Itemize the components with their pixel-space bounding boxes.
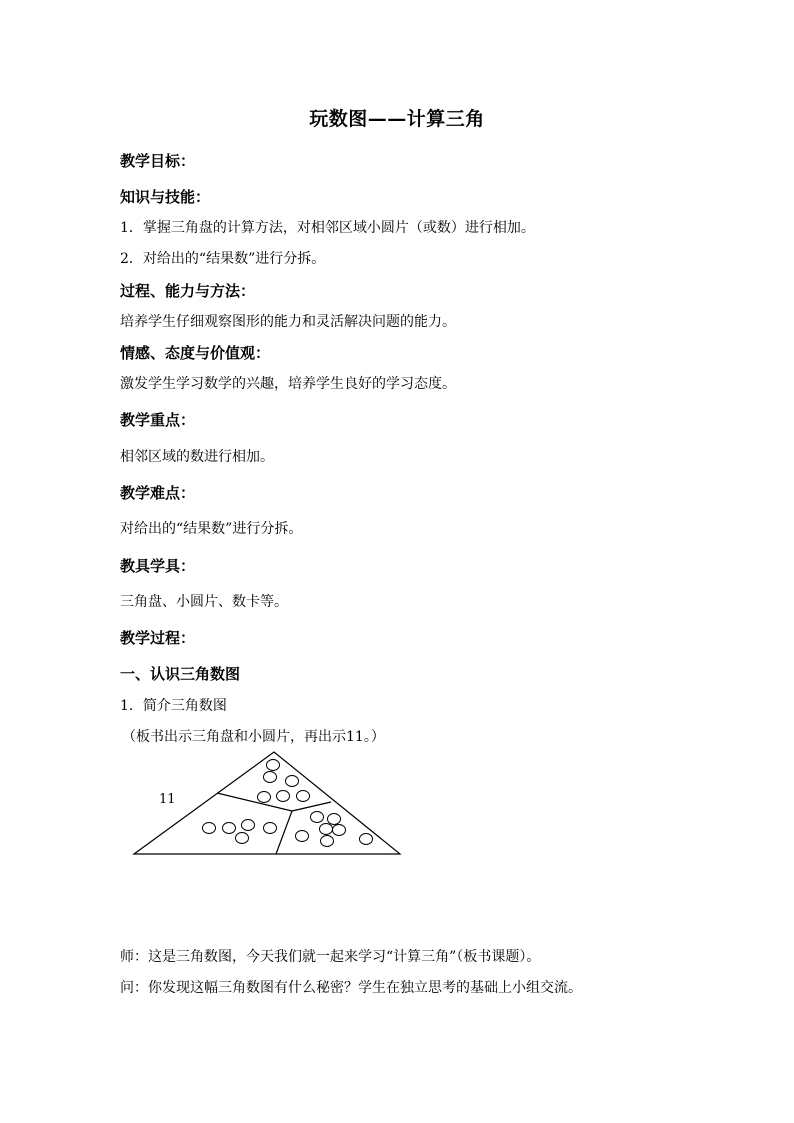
counter-circle [267, 760, 280, 771]
counter-circle [264, 823, 277, 834]
counter-circle [333, 825, 346, 836]
tools-text: 三角盘、小圆片、数卡等。 [120, 594, 288, 610]
step1-text: 1．简介三角数图 [120, 698, 227, 714]
triangle-diagram [128, 748, 408, 863]
key-heading: 教学重点： [120, 411, 196, 429]
part1-heading: 一、认识三角数图 [120, 665, 241, 683]
objectives-heading: 教学目标： [120, 152, 196, 170]
counter-circle [264, 772, 277, 783]
key-text: 相邻区域的数进行相加。 [120, 449, 274, 465]
counter-circle [277, 791, 290, 802]
counter-circle [297, 791, 310, 802]
tools-heading: 教具学具： [120, 557, 196, 575]
page-title: 玩数图——计算三角 [309, 108, 485, 130]
counter-circle [320, 824, 333, 835]
counter-circles [203, 760, 373, 847]
board-note: （板书出示三角盘和小圆片，再出示11。） [122, 729, 385, 745]
counter-circle [242, 820, 255, 831]
knowledge-item-2: 2．对给出的“结果数”进行分拆。 [120, 251, 326, 267]
counter-circle [296, 831, 309, 842]
counter-circle [258, 792, 271, 803]
counter-circle [286, 776, 299, 787]
teaching-process-heading: 教学过程： [120, 629, 196, 647]
attitude-text: 激发学生学习数学的兴趣，培养学生良好的学习态度。 [120, 376, 456, 392]
counter-circle [236, 833, 249, 844]
diagram-number: 11 [159, 792, 176, 807]
counter-circle [203, 823, 216, 834]
knowledge-item-1: 1．掌握三角盘的计算方法，对相邻区域小圆片（或数）进行相加。 [120, 220, 535, 236]
process-heading: 过程、能力与方法： [120, 282, 256, 300]
counter-circle [311, 812, 324, 823]
process-text: 培养学生仔细观察图形的能力和灵活解决问题的能力。 [120, 314, 456, 330]
difficulty-text: 对给出的“结果数”进行分拆。 [120, 521, 303, 537]
teacher-line: 师：这是三角数图，今天我们就一起来学习“计算三角”（板书课题）。 [120, 949, 541, 965]
counter-circle [328, 814, 341, 825]
divider-right [292, 802, 331, 811]
difficulty-heading: 教学难点： [120, 484, 196, 502]
counter-circle [360, 834, 373, 845]
question-line: 问：你发现这幅三角数图有什么秘密？学生在独立思考的基础上小组交流。 [120, 980, 582, 996]
counter-circle [321, 836, 334, 847]
divider-left [217, 793, 292, 811]
counter-circle [223, 823, 236, 834]
knowledge-heading: 知识与技能： [120, 188, 211, 206]
divider-bottom [276, 811, 292, 854]
attitude-heading: 情感、态度与价值观： [120, 344, 271, 362]
